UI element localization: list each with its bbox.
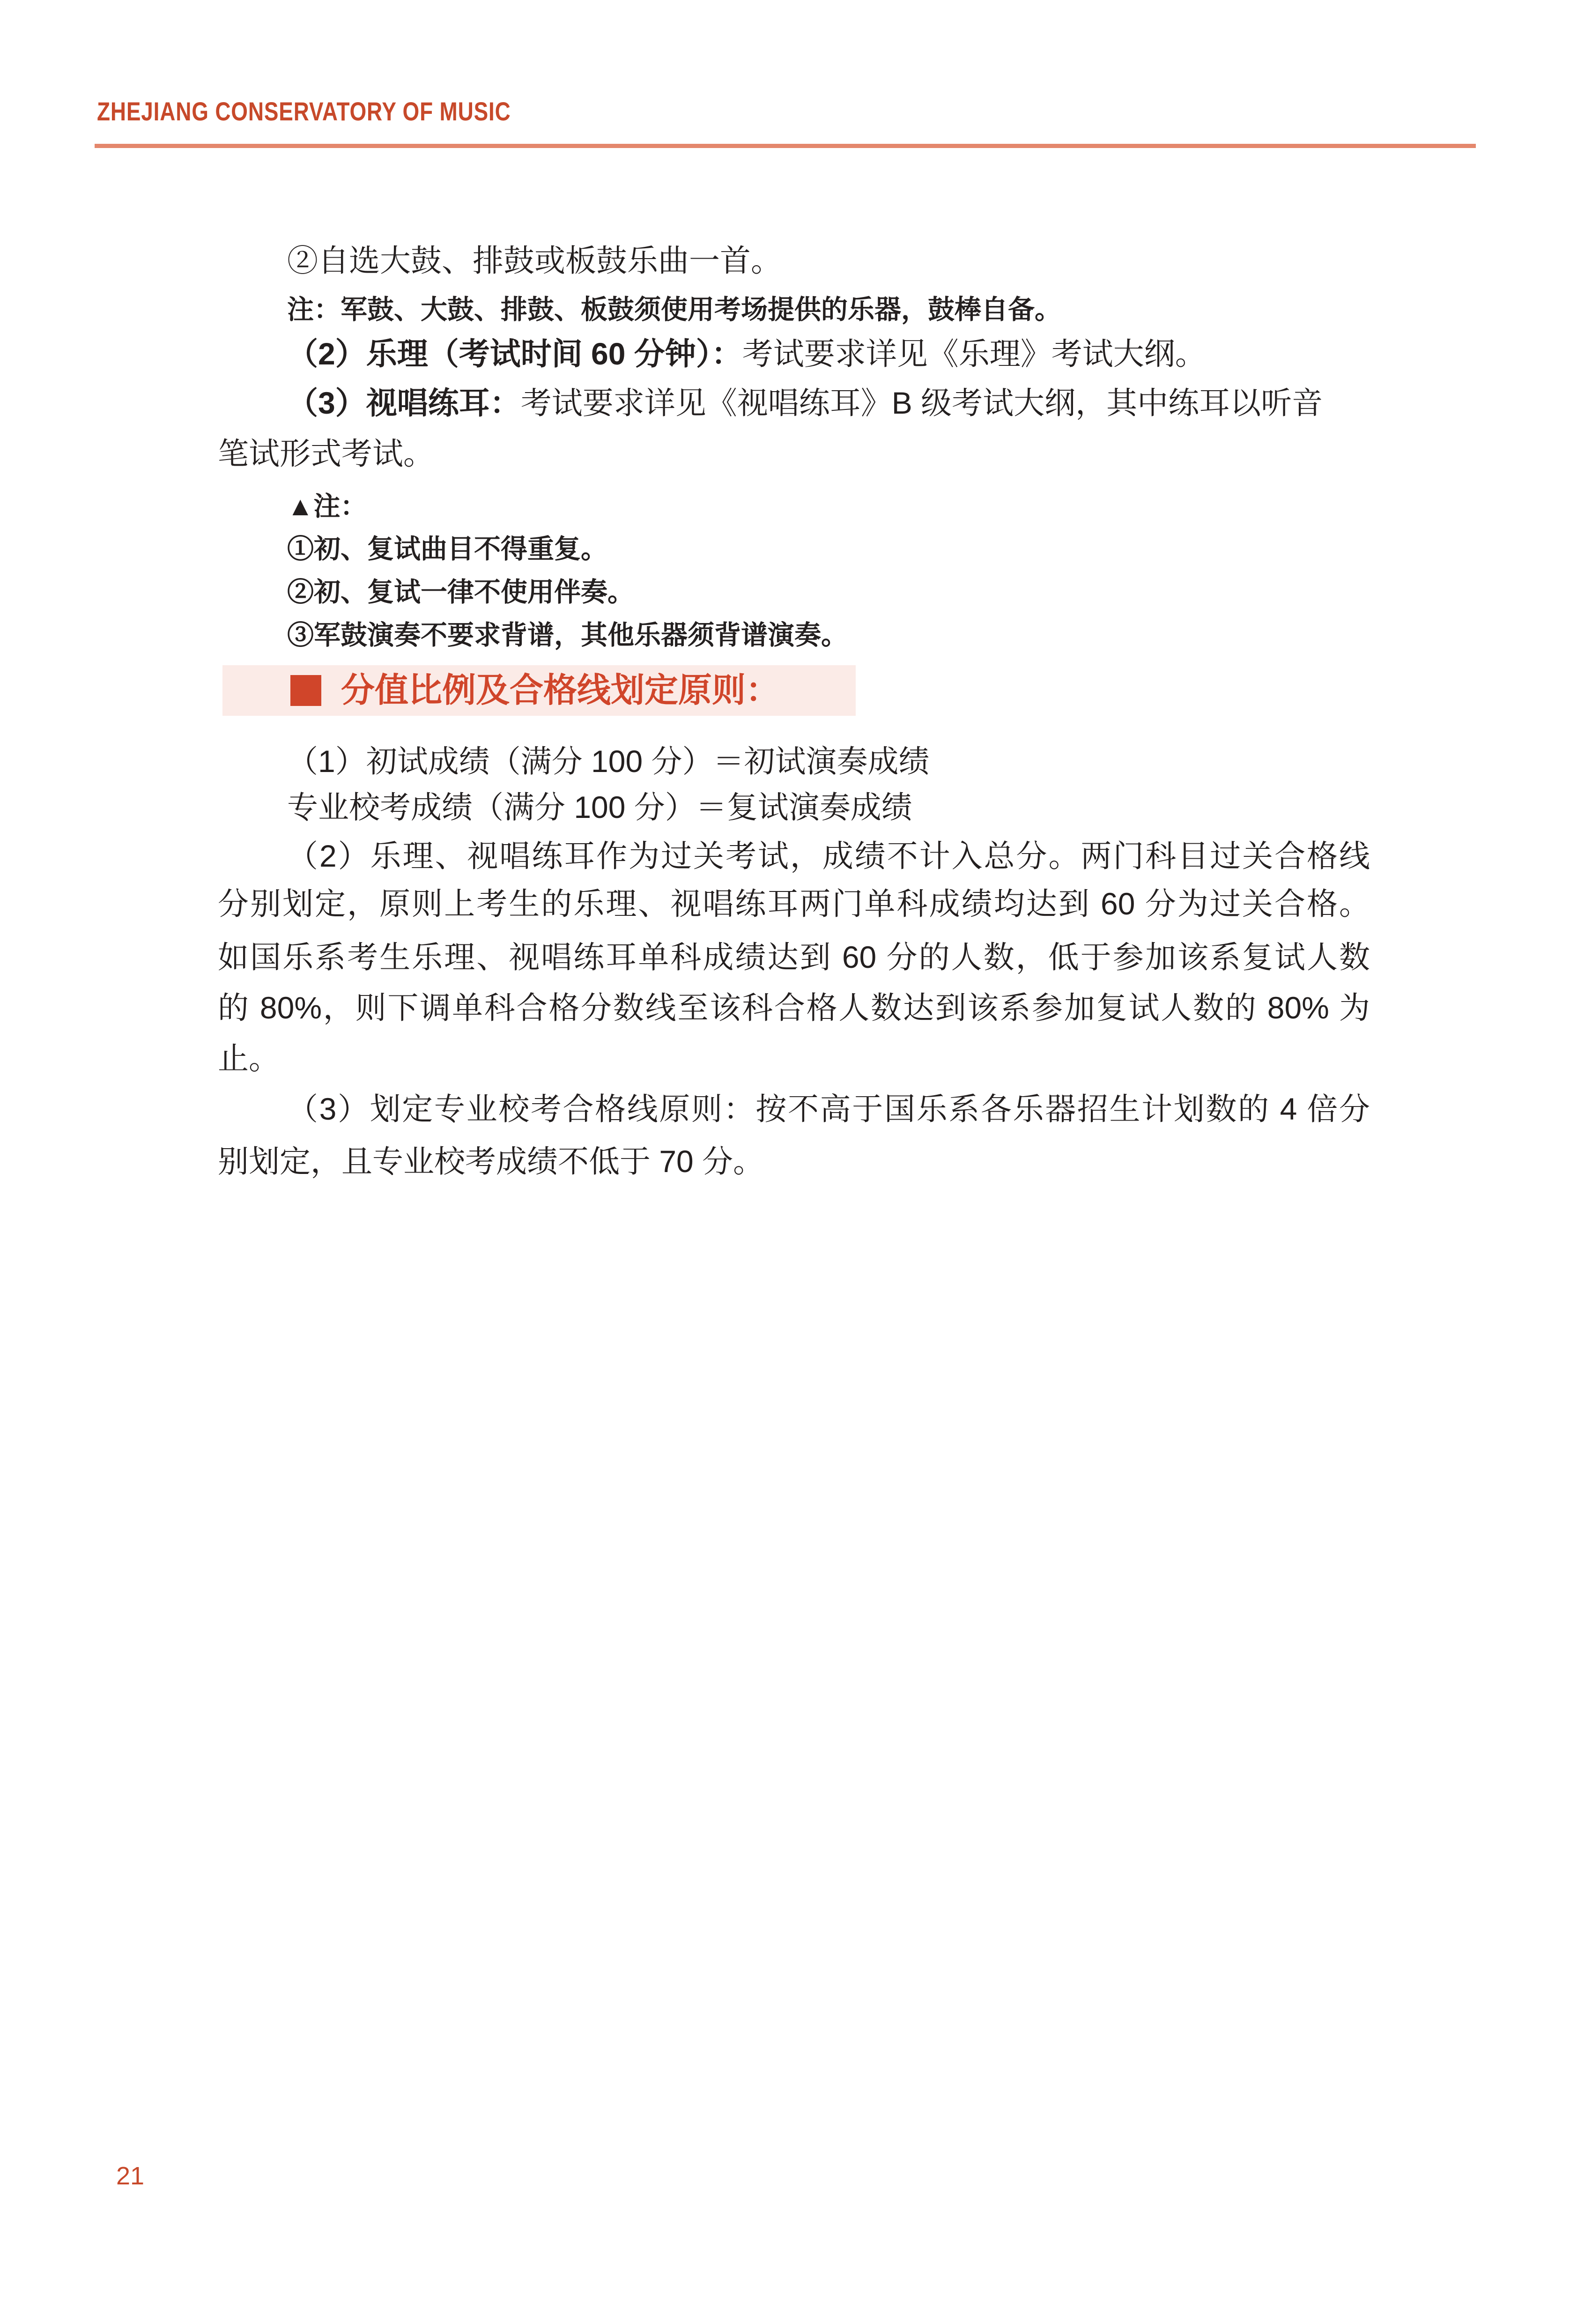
text-run: 考试要求详见《乐理》考试大纲。 (742, 336, 1206, 371)
page-header-brand: ZHEJIANG CONSERVATORY OF MUSIC (97, 97, 511, 126)
text-run: （2）乐理、视唱练耳作为过关考试，成绩不计入总分。两门科目过关合格线 (287, 839, 1370, 873)
text-line (218, 990, 1370, 1026)
text-line (218, 1144, 764, 1180)
text-line (218, 886, 1370, 922)
text-line (218, 744, 1370, 780)
text-line: （2）乐理（考试时间 60 分钟）：考试要求详见《乐理》考试大纲。 (287, 336, 1206, 371)
section-title: 分值比例及合格线划定原则： (341, 672, 780, 709)
text-line-note: ▲注： (287, 491, 367, 521)
text-line: （3）视唱练耳：考试要求详见《视唱练耳》B 级考试大纲，其中练耳以听音 (287, 386, 1323, 420)
text-run: （3）划定专业校考合格线原则：按不高于国乐系各乐器招生计划数的 4 倍分 (287, 1091, 1370, 1126)
page-number: 21 (116, 2162, 145, 2190)
text-run: ②自选大鼓、排鼓或板鼓乐曲一首。 (287, 243, 782, 278)
text-line (218, 940, 1370, 975)
text-run: 笔试形式考试。 (218, 436, 434, 471)
text-run: （1）初试成绩（满分 100 分）＝初试演奏成绩 (287, 744, 930, 779)
text-run: 分别划定，原则上考生的乐理、视唱练耳两门单科成绩均达到 60 分为过关合格。 (218, 886, 1370, 921)
text-line-note: 注：军鼓、大鼓、排鼓、板鼓须使用考场提供的乐器，鼓棒自备。 (287, 295, 1061, 325)
square-bullet-icon (290, 675, 321, 706)
text-run: 考试要求详见《视唱练耳》B 级考试大纲，其中练耳以听音 (520, 386, 1323, 420)
text-line (218, 436, 434, 472)
text-line-note: ③军鼓演奏不要求背谱，其他乐器须背谱演奏。 (287, 620, 848, 650)
text-run: 专业校考成绩（满分 100 分）＝复试演奏成绩 (287, 790, 912, 824)
text-line (218, 1091, 1370, 1127)
header-rule-divider (95, 144, 1476, 148)
text-line-note: ②初、复试一律不使用伴奏。 (287, 577, 634, 607)
text-line (218, 243, 1370, 279)
section-title-band (222, 665, 856, 716)
text-line (218, 790, 1370, 825)
text-line (218, 1041, 280, 1077)
text-run: 别划定，且专业校考成绩不低于 70 分。 (218, 1144, 764, 1179)
text-run: 止。 (218, 1041, 280, 1076)
text-line-note: ①初、复试曲目不得重复。 (287, 534, 607, 564)
text-run: 的 80%，则下调单科合格分数线至该科合格人数达到该系参加复试人数的 80% 为 (218, 990, 1370, 1025)
text-run: 如国乐系考生乐理、视唱练耳单科成绩达到 60 分的人数，低于参加该系复试人数 (218, 940, 1370, 974)
text-line (218, 839, 1370, 874)
